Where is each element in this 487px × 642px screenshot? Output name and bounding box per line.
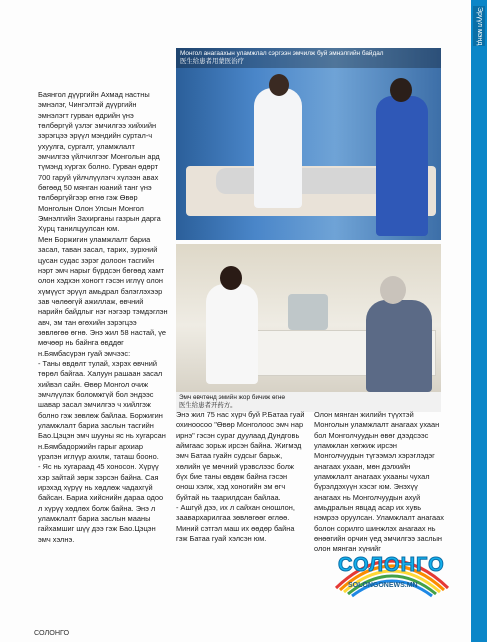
consultation-photo (176, 244, 441, 392)
doctor-head (220, 266, 242, 290)
logo-title: СОЛОНГО (338, 554, 445, 576)
elderly-patient-figure (366, 300, 432, 392)
article-column-middle (176, 410, 306, 544)
bottom-photo-caption: Эмч өвчтөнд эмийн жор бичиж өгнө 医生给患者开药方。 (176, 392, 441, 412)
article-text: Баянгол дүүргийн Ахмад настны эмнэлэг, Чингэлтэй дүүргийн эмнэлэгт гурван өдрийн үнэ төлбөргүй үзлэг эмчилгээ хийхийн зэрэгцээ эрүүл мэндийн суртал-ч ухуулга, сургалт, уламжлалт эмчилгээ үйлчилгээг Монголын ард түмэнд хүргэх болно. Гурван өдөрт 700 гаруй үйлчлүүлэгч хүлээн авах бөгөөд 50 мянган юаний танг үнэ төлбөргүйгээр өгнө гэж Өвөр Монголын Олон Улсын Монгол Эмнэлгийн Захирганы газрын дарга Хүрц танилцуулсан юм. Мен Боржигин уламжлалт бариа засал, таван засал, тарих, зурхний цусан судас зэрэг долоон тасгийн нэрт эмч нарыг бүрдсэн бөгөөд хамт олон хэдхэн хоногт гэсэн иглүү олон хүмүүст эрүүл амьдрал бэлэглэхээр зав чөлөөгүй ажиллаж, өвчний нарийн байдлыг нэг нэгээр тэмдэглэн авч, эм тан өгөхийн зэрэгцээ зөвлөгөө өгнө. Энэ жил 58 настай, үе мөчөөр нь байнга өвддөг н.Бямбасүрэн гуай эмчээс: - Таны өвдөлт тулай, хэрэх өвчний төрөл байгаа. Халуун рашаан засал хийвэл сайн. Өвөр Монгол очиж эмчлүүлэх боломжгүй бол эндээс шавар засал эмчилгээ ч хийлгэж болно гэж зөвлөж байлаа. Боржигин уламжлалт бариа заслын тасгийн Бао.Цэцэн эмч шууны яс нь хугарсан н.Бямбадоржийн гарыг архиар үрэлэн иглүүр ахилж, таташ бооно. - Яс нь хугараад 45 хоносон. Хүрүү хэр зайтай зөрж зэрсэн байна. Сая ирэхэд хүрүү нь хөдлөж чадахгүй байсан. Бариа хийснийн дараа одоо л хүрүү хөдлөх болж байна. Энэ л уламжлалт бариа заслын мааны гайхамшиг шүү дээ гэж Бао.Цэцэн эмч хэлнэ. (38, 90, 168, 544)
nurse-figure (376, 96, 428, 236)
doctor-head (269, 74, 289, 96)
logo-subtitle: SOLONGONEWS.MN (348, 582, 418, 589)
article-column-right (314, 410, 444, 555)
nurse-head (390, 78, 412, 102)
medicine-bottles (288, 294, 328, 330)
doctor-figure (206, 284, 258, 384)
section-label: Эрүүл мэнд (473, 6, 485, 46)
side-color-strip (471, 0, 487, 642)
elderly-patient-head (380, 276, 406, 304)
magazine-name: СОЛОНГО (34, 628, 70, 637)
solongo-logo (328, 544, 456, 616)
article-column-left (38, 90, 168, 545)
treatment-photo (176, 48, 441, 240)
doctor-figure (254, 88, 302, 208)
article-text: Энэ жил 75 нас хүрч буй Р.Батаа гуай охиноосоо "Өвөр Монголоос эмч нар ирнэ" гэсэн сураг дуулаад Дундговь аймгаас зорьж ирсэн байна. Жигмэд эмч Батаа гуайн судсыг барьж, хөлийн үе мөчний үрэвслээс болж бүх бие таны өвдөж байна гэсэн онош хэлж, хэд хоногийн эм өгч буйтай нь таарилдсан байлаа. - Ашгүй дээ, их л сайхан оношлон, заавархарилгаа зөвлөгөөг өглөө. Миний сэтгэл маш их өөдөр байна гэж Батаа гуай хэлсэн юм. (176, 410, 305, 544)
article-text: Олон мянган жилийн түүхтэй Монголын уламжлалт анагаах ухаан бол Монголчуудын өвөг дээдсээс уламжлан хөгжиж ирсэн Монголчуудын түгээмэл хэрэглэдэг анагаах ухаан, мөн дэлхийн уламжлалт анагаах ухааны чухал бүрэлдэхүүн хэсэг юм. Энэхүү анагаах нь Монголчуудын ахуй амьдралын явцад асар их хувь нэмрээ оруулсан. Уламжлалт анагаах болон сорилго шинжлэх анагаах нь өнөөгийн орчин үед эмчилгээ заслын олон мянган хүнийг (314, 410, 444, 554)
top-photo-caption: Монгол анагаахын уламжлал сэргээн эмчилж буй эмнэлгийн байдал 医生给患者用蒙医治疗 (176, 48, 441, 68)
